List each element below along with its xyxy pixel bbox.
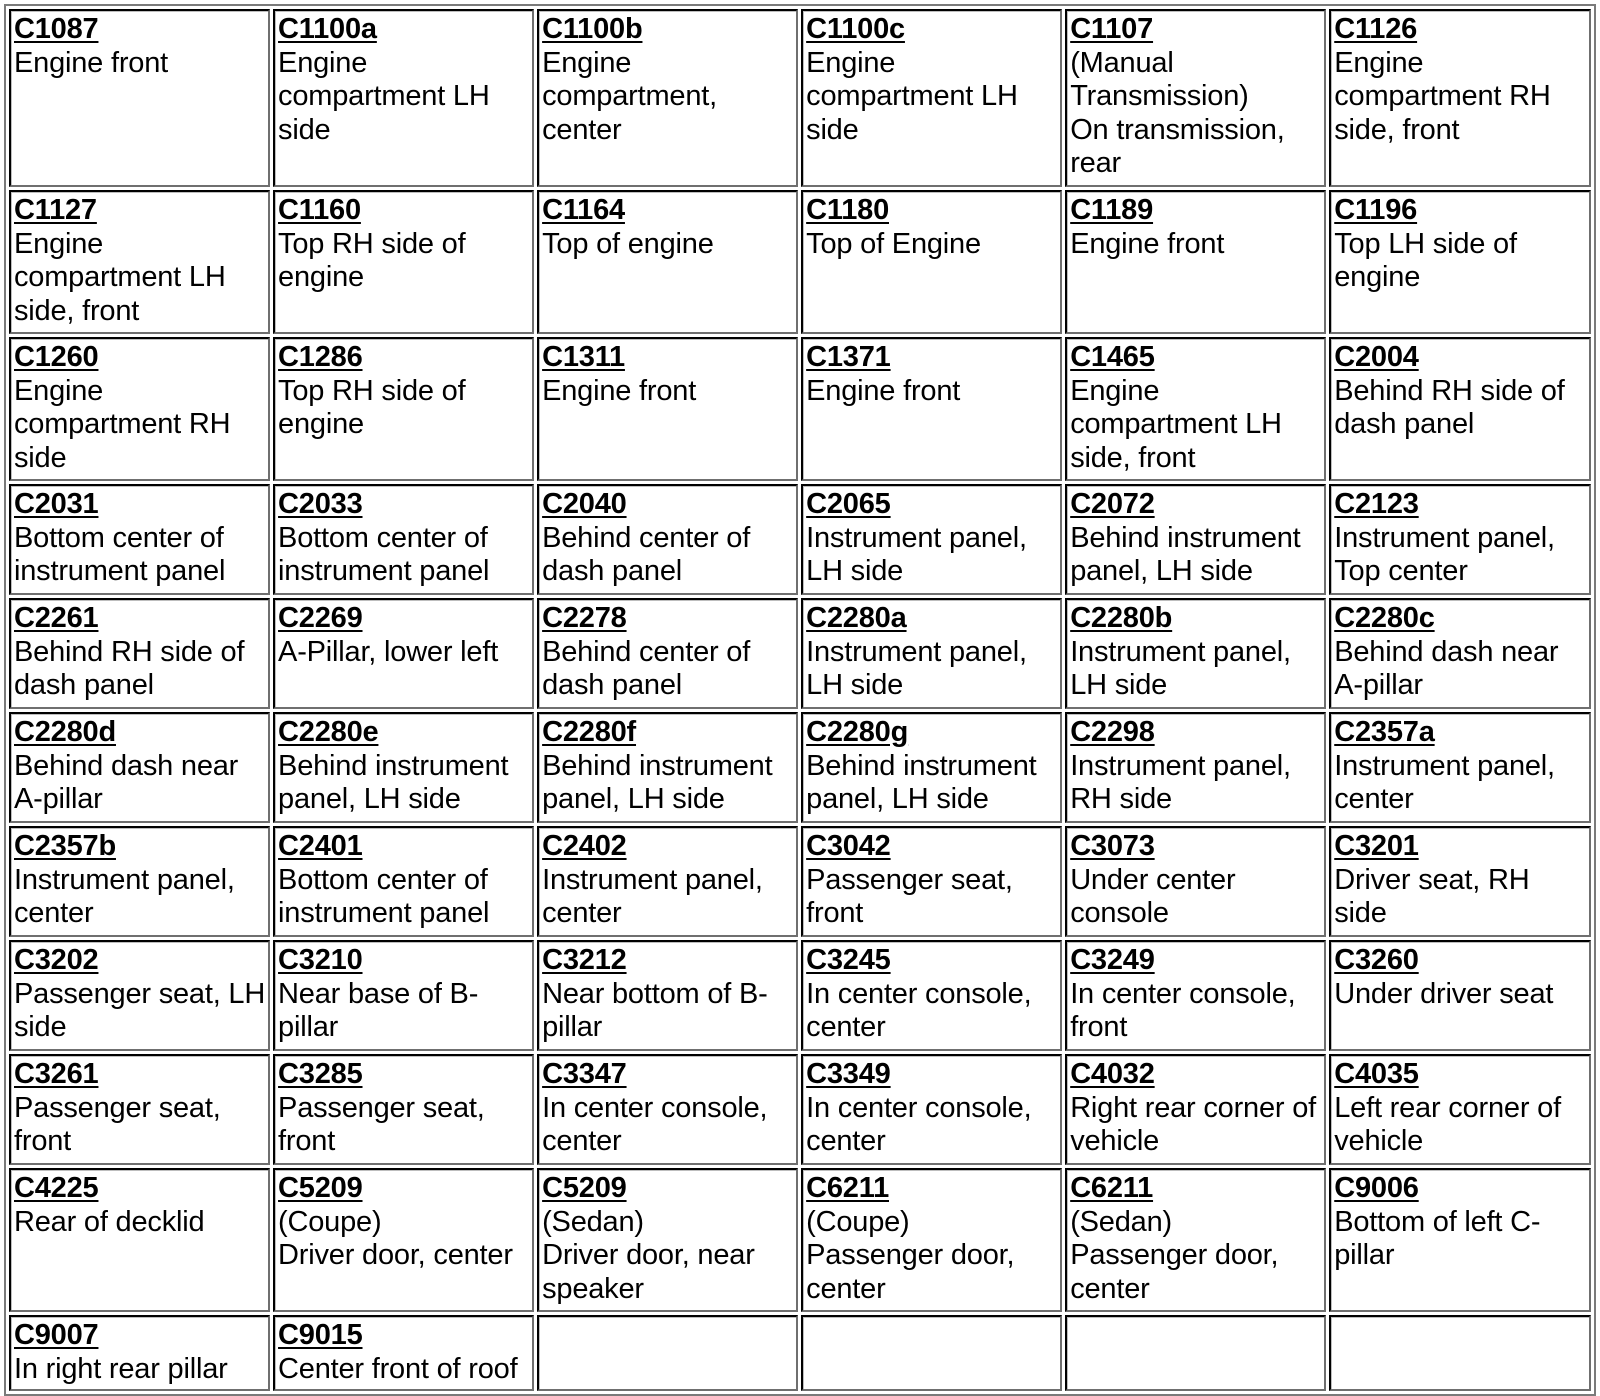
table-body: [9, 9, 1591, 1391]
connector-code: C1164: [542, 194, 625, 226]
connector-cell: [9, 9, 270, 187]
connector-location-text: Behind instrument panel, LH side: [806, 749, 1037, 815]
connector-location-text: Rear of decklid: [14, 1205, 205, 1238]
connector-code: C3349: [806, 1058, 891, 1090]
connector-code: C4035: [1334, 1058, 1419, 1090]
connector-location-text: Engine compartment LH side, front: [1070, 374, 1282, 474]
connector-code: C9006: [1334, 1172, 1419, 1204]
connector-location-text: Passenger seat, LH side: [14, 977, 266, 1043]
connector-cell: [9, 712, 270, 823]
connector-code: C1465: [1070, 341, 1155, 373]
connector-code: C1260: [14, 341, 99, 373]
table-row: [9, 940, 1591, 1051]
connector-code: C1100b: [542, 13, 643, 45]
connector-cell: [537, 940, 798, 1051]
connector-location-text: Top LH side of engine: [1334, 227, 1517, 293]
table-row: [9, 337, 1591, 481]
connector-location-text: Engine compartment, center: [542, 46, 717, 146]
connector-location-text: Behind dash near A-pillar: [14, 749, 239, 815]
connector-location-text: Bottom center of instrument panel: [278, 521, 490, 587]
connector-location-text: Under driver seat: [1334, 977, 1554, 1010]
connector-location-text: Right rear corner of vehicle: [1070, 1091, 1317, 1157]
connector-location-text: Top RH side of engine: [278, 374, 466, 440]
connector-cell: [1329, 190, 1591, 334]
connector-location-text: Instrument panel, center: [542, 863, 763, 929]
connector-cell: [273, 598, 534, 709]
connector-location-text: Bottom center of instrument panel: [14, 521, 226, 587]
connector-location-text: Passenger door, center: [806, 1239, 1015, 1305]
connector-location-table: [4, 4, 1596, 1396]
connector-code: C2072: [1070, 488, 1155, 520]
connector-code: C2280d: [14, 716, 116, 748]
connector-cell: [9, 1168, 270, 1312]
connector-location-text: (Coupe): [278, 1205, 382, 1238]
connector-cell: [537, 337, 798, 481]
connector-code: C2040: [542, 488, 627, 520]
connector-code: C2280f: [542, 716, 637, 748]
connector-code: C2357b: [14, 830, 116, 862]
connector-location-text: In right rear pillar: [14, 1352, 228, 1385]
connector-location-text: Instrument panel, Top center: [1334, 521, 1555, 587]
connector-cell: [1329, 337, 1591, 481]
connector-location-text: Engine front: [14, 46, 168, 79]
connector-location-text: Engine compartment RH side: [14, 374, 231, 474]
connector-code: C2357a: [1334, 716, 1435, 748]
connector-cell: [537, 712, 798, 823]
connector-cell: [1065, 190, 1326, 334]
connector-code: C3245: [806, 944, 891, 976]
table-row: [9, 826, 1591, 937]
connector-location-text: On transmission, rear: [1070, 113, 1285, 179]
connector-location-text: Behind dash near A-pillar: [1334, 635, 1559, 701]
connector-cell: [1329, 484, 1591, 595]
connector-location-text: Top RH side of engine: [278, 227, 466, 293]
connector-location-text: Engine compartment LH side: [806, 46, 1018, 146]
connector-cell: [9, 1054, 270, 1165]
connector-cell: [273, 1168, 534, 1312]
connector-code: C1286: [278, 341, 363, 373]
connector-location-text: Instrument panel, LH side: [1070, 635, 1291, 701]
connector-cell: [1065, 940, 1326, 1051]
connector-code: C5209: [278, 1172, 363, 1204]
connector-location-document: [4, 4, 1596, 1396]
connector-location-text: Behind RH side of dash panel: [14, 635, 245, 701]
connector-code: C2269: [278, 602, 363, 634]
connector-cell: [1065, 826, 1326, 937]
connector-location-text: Center front of roof: [278, 1352, 518, 1385]
connector-code: C2033: [278, 488, 363, 520]
connector-code: C3249: [1070, 944, 1155, 976]
connector-location-text: Instrument panel, center: [1334, 749, 1555, 815]
connector-cell: [1065, 598, 1326, 709]
connector-location-text: Driver seat, RH side: [1334, 863, 1530, 929]
connector-location-text: Behind instrument panel, LH side: [1070, 521, 1301, 587]
connector-cell: [801, 598, 1062, 709]
connector-code: C3201: [1334, 830, 1419, 862]
connector-location-text: Instrument panel, LH side: [806, 635, 1027, 701]
connector-code: C2261: [14, 602, 99, 634]
connector-location-text: (Coupe): [806, 1205, 910, 1238]
connector-code: C2280c: [1334, 602, 1435, 634]
connector-cell: [273, 190, 534, 334]
connector-code: C3202: [14, 944, 99, 976]
table-row: [9, 1168, 1591, 1312]
connector-location-text: Driver door, near speaker: [542, 1239, 755, 1305]
connector-code: C2298: [1070, 716, 1155, 748]
connector-location-text: Passenger seat, front: [278, 1091, 485, 1157]
connector-location-text: Behind instrument panel, LH side: [278, 749, 509, 815]
empty-cell: [1329, 1315, 1591, 1391]
connector-code: C1127: [14, 194, 97, 226]
connector-code: C5209: [542, 1172, 627, 1204]
connector-location-text: Behind instrument panel, LH side: [542, 749, 773, 815]
connector-code: C3261: [14, 1058, 99, 1090]
table-row: [9, 712, 1591, 823]
connector-code: C9015: [278, 1319, 363, 1351]
connector-location-text: A-Pillar, lower left: [278, 635, 499, 668]
connector-cell: [273, 1054, 534, 1165]
connector-code: C1100c: [806, 13, 905, 45]
empty-cell: [1065, 1315, 1326, 1391]
connector-cell: [273, 484, 534, 595]
connector-cell: [1329, 826, 1591, 937]
connector-location-text: In center console, front: [1070, 977, 1296, 1043]
connector-code: C2065: [806, 488, 891, 520]
connector-cell: [273, 940, 534, 1051]
connector-code: C1126: [1334, 13, 1418, 45]
connector-code: C3260: [1334, 944, 1419, 976]
connector-location-text: Left rear corner of vehicle: [1334, 1091, 1561, 1157]
connector-cell: [9, 484, 270, 595]
connector-location-text: In center console, center: [542, 1091, 768, 1157]
connector-code: C4225: [14, 1172, 99, 1204]
connector-cell: [273, 1315, 534, 1391]
connector-cell: [273, 337, 534, 481]
connector-cell: [1065, 9, 1326, 187]
connector-cell: [801, 1054, 1062, 1165]
connector-location-text: Top of engine: [542, 227, 714, 260]
connector-cell: [801, 337, 1062, 481]
connector-code: C1196: [1334, 194, 1418, 226]
connector-location-text: In center console, center: [806, 977, 1032, 1043]
table-row: [9, 484, 1591, 595]
connector-cell: [9, 190, 270, 334]
connector-cell: [537, 598, 798, 709]
connector-location-text: Passenger door, center: [1070, 1239, 1279, 1305]
connector-code: C2280e: [278, 716, 379, 748]
table-row: [9, 190, 1591, 334]
connector-code: C2004: [1334, 341, 1419, 373]
connector-location-text: (Sedan): [1070, 1205, 1172, 1238]
connector-cell: [1065, 337, 1326, 481]
connector-cell: [1329, 1054, 1591, 1165]
connector-code: C2280b: [1070, 602, 1173, 634]
connector-location-text: Behind center of dash panel: [542, 521, 751, 587]
connector-cell: [273, 9, 534, 187]
connector-cell: [801, 9, 1062, 187]
table-row: [9, 1315, 1591, 1391]
connector-cell: [801, 826, 1062, 937]
connector-cell: [1065, 712, 1326, 823]
connector-location-text: Under center console: [1070, 863, 1236, 929]
connector-location-text: Engine compartment RH side, front: [1334, 46, 1551, 146]
connector-location-text: In center console, center: [806, 1091, 1032, 1157]
connector-cell: [273, 712, 534, 823]
connector-location-text: Engine front: [806, 374, 961, 407]
connector-location-text: Passenger seat, front: [14, 1091, 221, 1157]
connector-cell: [537, 1168, 798, 1312]
table-row: [9, 598, 1591, 709]
connector-code: C2280g: [806, 716, 909, 748]
connector-cell: [537, 190, 798, 334]
connector-cell: [1329, 9, 1591, 187]
connector-cell: [1065, 1054, 1326, 1165]
connector-cell: [801, 484, 1062, 595]
connector-cell: [1329, 598, 1591, 709]
connector-code: C1371: [806, 341, 891, 373]
connector-code: C2031: [14, 488, 99, 520]
connector-location-text: Behind RH side of dash panel: [1334, 374, 1565, 440]
connector-location-text: (Sedan): [542, 1205, 644, 1238]
connector-cell: [537, 826, 798, 937]
connector-cell: [801, 190, 1062, 334]
connector-location-text: Passenger seat, front: [806, 863, 1013, 929]
connector-code: C3212: [542, 944, 627, 976]
connector-code: C6211: [1070, 1172, 1154, 1204]
connector-cell: [801, 940, 1062, 1051]
connector-cell: [9, 1315, 270, 1391]
connector-location-text: Instrument panel, RH side: [1070, 749, 1291, 815]
connector-cell: [1329, 712, 1591, 823]
connector-code: C1311: [542, 341, 625, 373]
connector-code: C2278: [542, 602, 627, 634]
connector-code: C3210: [278, 944, 363, 976]
connector-code: C2402: [542, 830, 627, 862]
connector-location-text: Bottom center of instrument panel: [278, 863, 490, 929]
connector-code: C2280a: [806, 602, 907, 634]
table-row: [9, 1054, 1591, 1165]
connector-location-text: Near bottom of B-pillar: [542, 977, 768, 1043]
connector-code: C3285: [278, 1058, 363, 1090]
connector-code: C1160: [278, 194, 361, 226]
connector-code: C3347: [542, 1058, 627, 1090]
connector-code: C2401: [278, 830, 363, 862]
connector-location-text: Top of Engine: [806, 227, 981, 260]
connector-code: C1107: [1070, 13, 1154, 45]
connector-location-text: (Manual Transmission): [1070, 46, 1249, 112]
connector-location-text: Driver door, center: [278, 1239, 513, 1271]
connector-code: C6211: [806, 1172, 889, 1204]
connector-cell: [1065, 484, 1326, 595]
connector-location-text: Instrument panel, center: [14, 863, 235, 929]
connector-location-text: Engine compartment LH side: [278, 46, 490, 146]
connector-code: C9007: [14, 1319, 99, 1351]
connector-cell: [9, 337, 270, 481]
connector-location-text: Engine compartment LH side, front: [14, 227, 226, 327]
table-row: [9, 9, 1591, 187]
connector-location-text: Engine front: [1070, 227, 1225, 260]
connector-code: C1100a: [278, 13, 377, 45]
connector-cell: [9, 598, 270, 709]
connector-code: C2123: [1334, 488, 1419, 520]
connector-location-text: Near base of B-pillar: [278, 977, 479, 1043]
connector-cell: [1329, 1168, 1591, 1312]
connector-code: C4032: [1070, 1058, 1155, 1090]
connector-code: C1189: [1070, 194, 1154, 226]
empty-cell: [801, 1315, 1062, 1391]
connector-code: C3042: [806, 830, 891, 862]
connector-cell: [273, 826, 534, 937]
connector-code: C3073: [1070, 830, 1155, 862]
connector-cell: [537, 484, 798, 595]
connector-location-text: Engine front: [542, 374, 697, 407]
connector-code: C1087: [14, 13, 99, 45]
connector-location-text: Behind center of dash panel: [542, 635, 751, 701]
connector-cell: [1329, 940, 1591, 1051]
connector-cell: [9, 940, 270, 1051]
connector-cell: [801, 1168, 1062, 1312]
connector-cell: [537, 9, 798, 187]
connector-cell: [537, 1054, 798, 1165]
connector-cell: [9, 826, 270, 937]
empty-cell: [537, 1315, 798, 1391]
connector-cell: [801, 712, 1062, 823]
connector-location-text: Bottom of left C-pillar: [1334, 1205, 1541, 1271]
connector-cell: [1065, 1168, 1326, 1312]
connector-code: C1180: [806, 194, 889, 226]
connector-location-text: Instrument panel, LH side: [806, 521, 1027, 587]
